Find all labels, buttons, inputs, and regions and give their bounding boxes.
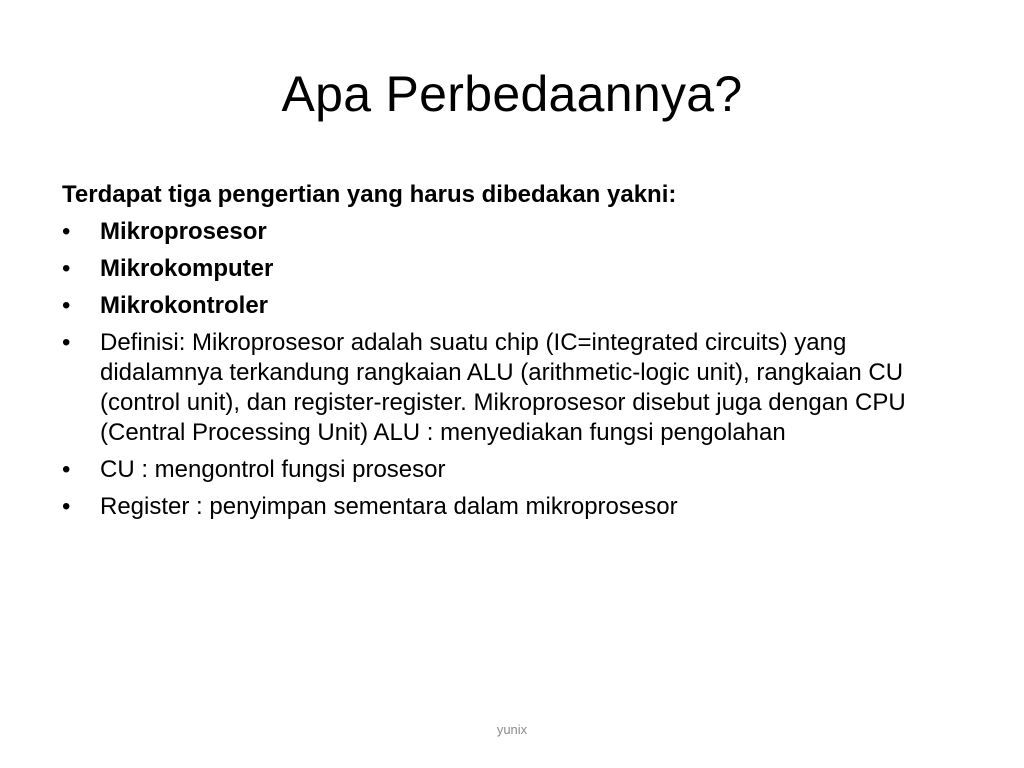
slide-title: Apa Perbedaannya?	[281, 66, 743, 122]
bullet-icon: •	[62, 292, 71, 319]
slide-content	[62, 180, 962, 529]
bullet-item-mikroprosesor	[62, 217, 962, 247]
bullet-item-mikrokomputer	[62, 254, 962, 284]
bullet-icon: •	[62, 456, 71, 483]
bullet-item-mikrokontroler	[62, 291, 962, 321]
bullet-text: Definisi: Mikroprosesor adalah suatu chip (IC=integrated circuits) yang didalamnya terkandung rangkaian ALU (arithmetic-logic unit), rangkaian CU (control unit), dan register-register. Mikroprosesor disebut juga dengan CPU (Central Processing Unit) ALU : menyediakan fungsi pengolahan	[100, 329, 906, 446]
bullet-item-register	[62, 492, 962, 522]
intro-text: Terdapat tiga pengertian yang harus dibedakan yakni:	[62, 181, 677, 208]
bullet-list	[62, 217, 962, 522]
bullet-icon: •	[62, 329, 71, 356]
bullet-icon: •	[62, 255, 71, 282]
bullet-text: CU : mengontrol fungsi prosesor	[100, 456, 446, 483]
footer-text: yunix	[496, 722, 528, 737]
bullet-icon: •	[62, 493, 71, 520]
bullet-text: Mikroprosesor	[100, 218, 267, 245]
bullet-text: Mikrokontroler	[100, 292, 269, 319]
bullet-item-definisi	[62, 328, 962, 448]
bullet-text: Mikrokomputer	[100, 255, 274, 282]
bullet-item-cu	[62, 455, 962, 485]
bullet-text: Register : penyimpan sementara dalam mikroprosesor	[100, 493, 678, 520]
bullet-icon: •	[62, 218, 71, 245]
